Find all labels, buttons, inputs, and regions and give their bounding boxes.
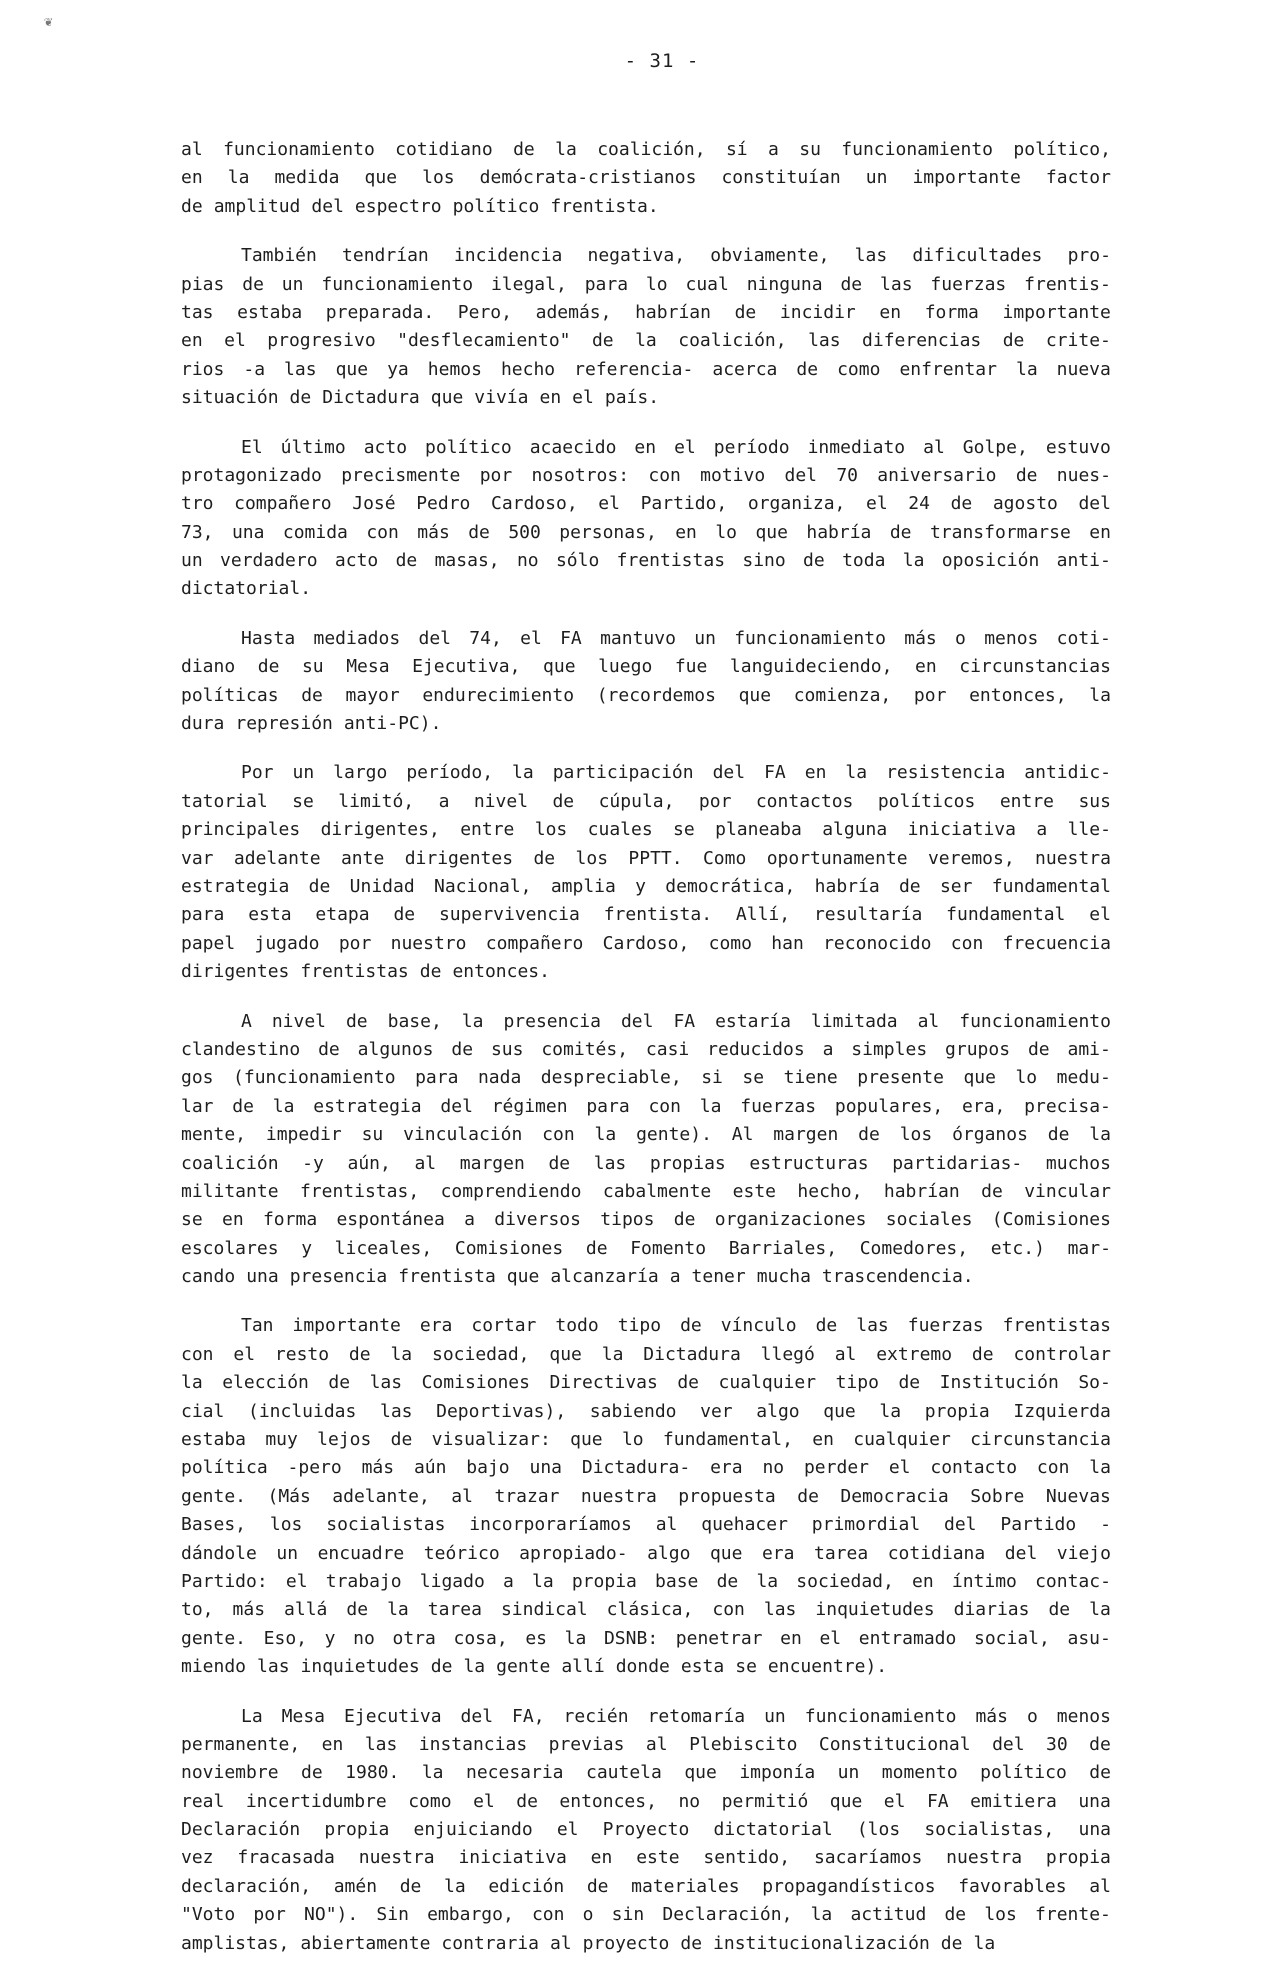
paragraph: [181, 1008, 1111, 1292]
text-line: un verdadero acto de masas, no sólo frentistas sino de toda la oposición anti-: [181, 550, 1111, 572]
text-line: gente. Eso, y no otra cosa, es la DSNB: penetrar en el entramado social, asu-: [181, 1627, 1111, 1649]
text-line: noviembre de 1980. la necesaria cautela que imponía un momento político de: [181, 1762, 1111, 1784]
text-line: diano de su Mesa Ejecutiva, que luego fue languideciendo, en circunstancias: [181, 656, 1111, 678]
text-line: También tendrían incidencia negativa, obviamente, las dificultades pro-: [241, 245, 1111, 267]
text-line: en la medida que los demócrata-cristianos constituían un importante factor: [181, 167, 1111, 189]
text-line: coalición -y aún, al margen de las propias estructuras partidarias- muchos: [181, 1152, 1111, 1174]
text-line: Partido: el trabajo ligado a la propia base de la sociedad, en íntimo contac-: [181, 1570, 1111, 1592]
text-line: tro compañero José Pedro Cardoso, el Partido, organiza, el 24 de agosto del: [181, 493, 1111, 515]
scan-speck-icon: ❦: [44, 14, 53, 30]
paragraph: [181, 242, 1111, 412]
text-line: clandestino de algunos de sus comités, casi reducidos a simples grupos de ami-: [181, 1038, 1111, 1060]
text-line: rios -a las que ya hemos hecho referencia- acerca de como enfrentar la nueva: [181, 358, 1111, 380]
document-body: [181, 136, 1111, 1979]
text-line: cial (incluidas las Deportivas), sabiendo ver algo que la propia Izquierda: [181, 1400, 1111, 1422]
text-line: dura represión anti-PC).: [181, 713, 442, 735]
text-line: tatorial se limitó, a nivel de cúpula, por contactos políticos entre sus: [181, 790, 1111, 812]
text-line: para esta etapa de supervivencia frentista. Allí, resultaría fundamental el: [181, 904, 1111, 926]
text-line: real incertidumbre como el de entonces, no permitió que el FA emitiera una: [181, 1790, 1111, 1812]
paragraph: [181, 625, 1111, 739]
text-line: Bases, los socialistas incorporaríamos al quehacer primordial del Partido -: [181, 1514, 1111, 1536]
text-line: A nivel de base, la presencia del FA estaría limitada al funcionamiento: [241, 1010, 1111, 1032]
text-line: La Mesa Ejecutiva del FA, recién retomaría un funcionamiento más o menos: [241, 1705, 1111, 1727]
text-line: gos (funcionamiento para nada despreciable, si se tiene presente que lo medu-: [181, 1067, 1111, 1089]
text-line: de amplitud del espectro político frentista.: [181, 195, 659, 217]
paragraph: [181, 136, 1111, 221]
paragraph: [181, 1312, 1111, 1681]
text-line: Declaración propia enjuiciando el Proyecto dictatorial (los socialistas, una: [181, 1819, 1111, 1841]
text-line: se en forma espontánea a diversos tipos de organizaciones sociales (Comisiones: [181, 1209, 1111, 1231]
text-line: Por un largo período, la participación del FA en la resistencia antidic-: [241, 762, 1111, 784]
text-line: con el resto de la sociedad, que la Dictadura llegó al extremo de controlar: [181, 1343, 1111, 1365]
text-line: tas estaba preparada. Pero, además, habrían de incidir en forma importante: [181, 301, 1111, 323]
text-line: dictatorial.: [181, 578, 312, 600]
text-line: política -pero más aún bajo una Dictadura- era no perder el contacto con la: [181, 1457, 1111, 1479]
text-line: militante frentistas, comprendiendo cabalmente este hecho, habrían de vincular: [181, 1180, 1111, 1202]
text-line: "Voto por NO"). Sin embargo, con o sin Declaración, la actitud de los frente-: [181, 1904, 1111, 1926]
text-line: miendo las inquietudes de la gente allí donde esta se encuentre).: [181, 1656, 888, 1678]
text-line: lar de la estrategia del régimen para con la fuerzas populares, era, precisa-: [181, 1095, 1111, 1117]
text-line: vez fracasada nuestra iniciativa en este sentido, sacaríamos nuestra propia: [181, 1847, 1111, 1869]
text-line: Tan importante era cortar todo tipo de vínculo de las fuerzas frentistas: [241, 1315, 1111, 1337]
text-line: papel jugado por nuestro compañero Cardoso, como han reconocido con frecuencia: [181, 932, 1111, 954]
text-line: estaba muy lejos de visualizar: que lo fundamental, en cualquier circunstancia: [181, 1429, 1111, 1451]
text-line: al funcionamiento cotidiano de la coalición, sí a su funcionamiento político,: [181, 139, 1111, 160]
text-line: dándole un encuadre teórico apropiado- algo que era tarea cotidiana del viejo: [181, 1542, 1111, 1564]
text-line: amplistas, abiertamente contraria al proyecto de institucionalización de la: [181, 1932, 996, 1954]
text-line: escolares y liceales, Comisiones de Fomento Barriales, Comedores, etc.) mar-: [181, 1237, 1111, 1259]
text-line: Hasta mediados del 74, el FA mantuvo un funcionamiento más o menos coti-: [241, 627, 1111, 649]
text-line: to, más allá de la tarea sindical clásica, con las inquietudes diarias de la: [181, 1599, 1111, 1621]
paragraph: [181, 759, 1111, 986]
text-line: var adelante ante dirigentes de los PPTT. Como oportunamente veremos, nuestra: [181, 847, 1111, 869]
text-line: la elección de las Comisiones Directivas de cualquier tipo de Institución So-: [181, 1372, 1111, 1394]
text-line: mente, impedir su vinculación con la gente). Al margen de los órganos de la: [181, 1124, 1111, 1146]
text-line: estrategia de Unidad Nacional, amplia y democrática, habría de ser fundamental: [181, 875, 1111, 897]
paragraph: [181, 434, 1111, 604]
text-line: El último acto político acaecido en el período inmediato al Golpe, estuvo: [241, 436, 1111, 458]
text-line: principales dirigentes, entre los cuales se planeaba alguna iniciativa a lle-: [181, 819, 1111, 841]
text-line: permanente, en las instancias previas al Plebiscito Constitucional del 30 de: [181, 1733, 1111, 1755]
page-number: - 31 -: [624, 50, 700, 72]
text-line: gente. (Más adelante, al trazar nuestra propuesta de Democracia Sobre Nuevas: [181, 1485, 1111, 1507]
text-line: 73, una comida con más de 500 personas, en lo que habría de transformarse en: [181, 521, 1111, 543]
text-line: declaración, amén de la edición de materiales propagandísticos favorables al: [181, 1875, 1111, 1897]
text-line: situación de Dictadura que vivía en el país.: [181, 387, 660, 409]
text-line: protagonizado precismente por nosotros: con motivo del 70 aniversario de nues-: [181, 464, 1111, 486]
text-line: en el progresivo "desflecamiento" de la coalición, las diferencias de crite-: [181, 330, 1111, 352]
paragraph: [181, 1703, 1111, 1959]
text-line: cando una presencia frentista que alcanzaría a tener mucha trascendencia.: [181, 1266, 974, 1288]
text-line: políticas de mayor endurecimiento (recordemos que comienza, por entonces, la: [181, 684, 1111, 706]
text-line: pias de un funcionamiento ilegal, para lo cual ninguna de las fuerzas frentis-: [181, 273, 1111, 295]
text-line: dirigentes frentistas de entonces.: [181, 961, 550, 983]
